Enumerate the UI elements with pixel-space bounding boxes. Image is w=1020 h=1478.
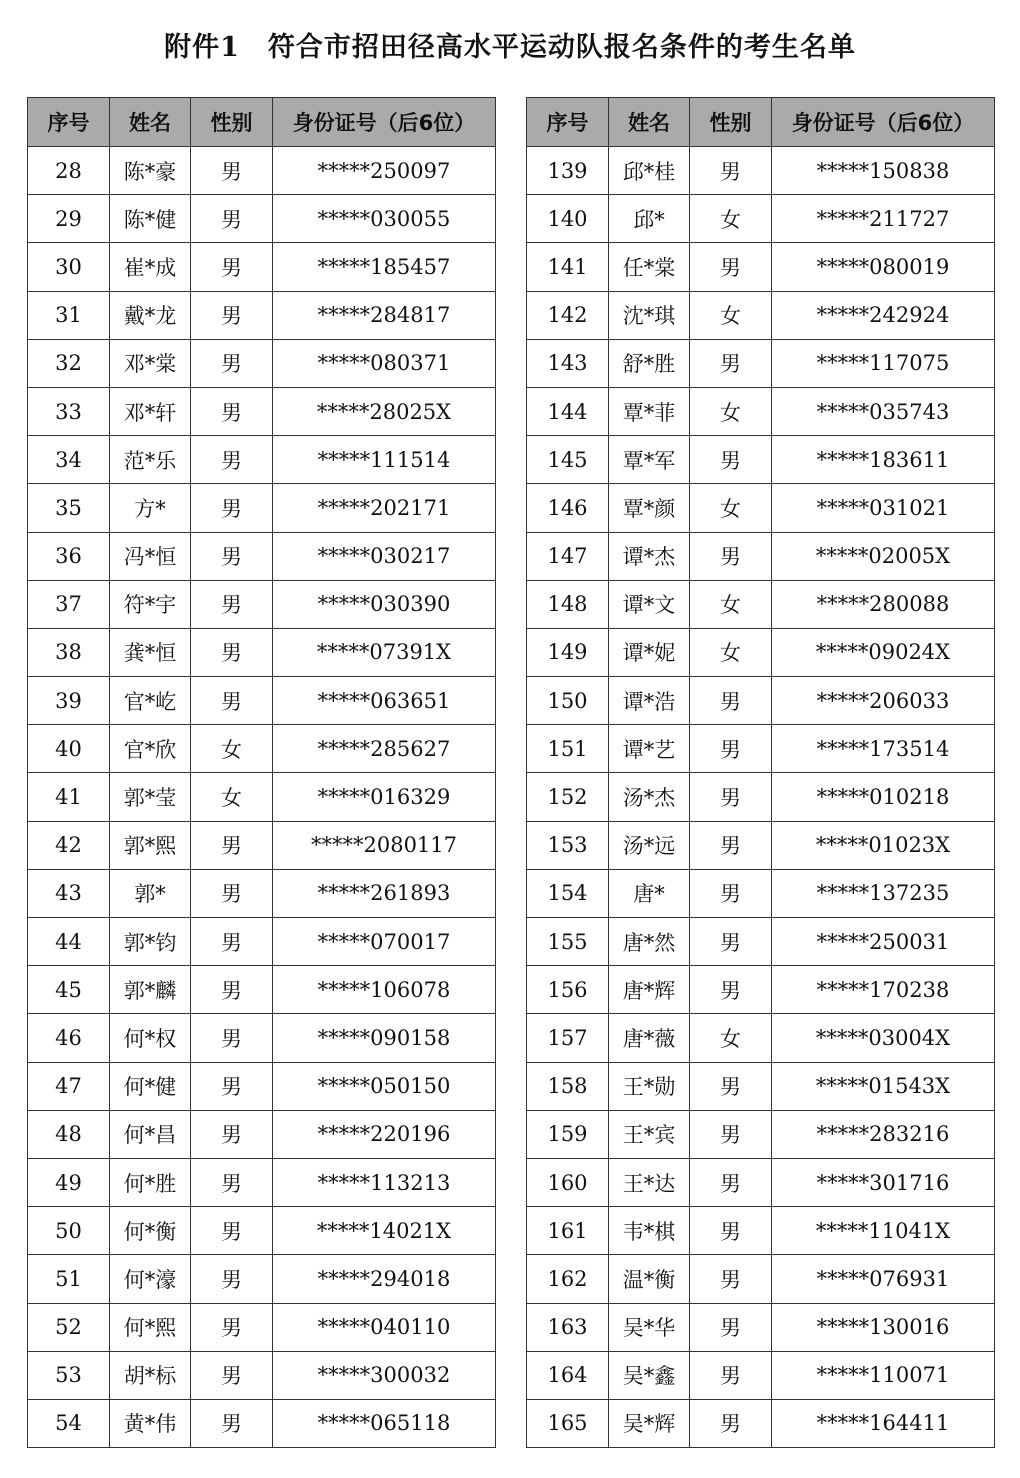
row-number: 52: [28, 1303, 110, 1351]
candidate-id-suffix: *****111514: [273, 436, 496, 484]
candidate-id-suffix: *****173514: [772, 725, 995, 773]
candidate-name: 龚*恒: [110, 628, 191, 676]
candidate-id-suffix: *****220196: [273, 1110, 496, 1158]
table-row: [527, 532, 995, 580]
candidate-gender: 女: [690, 291, 772, 339]
candidate-name: 何*权: [110, 1014, 191, 1062]
candidate-name: 谭*杰: [609, 532, 690, 580]
candidate-name: 何*熙: [110, 1303, 191, 1351]
column-header-id: 身份证号（后6位）: [772, 98, 995, 147]
table-row: [28, 677, 496, 725]
table-row: [527, 339, 995, 387]
candidate-id-suffix: *****110071: [772, 1351, 995, 1399]
row-number: 152: [527, 773, 609, 821]
candidate-name: 符*宇: [110, 580, 191, 628]
candidate-gender: 男: [191, 1158, 273, 1206]
candidate-id-suffix: *****137235: [772, 869, 995, 917]
candidate-name: 覃*军: [609, 436, 690, 484]
table-row: [28, 195, 496, 243]
candidate-name: 陈*豪: [110, 147, 191, 195]
candidate-gender: 男: [191, 532, 273, 580]
row-number: 39: [28, 677, 110, 725]
table-row: [527, 773, 995, 821]
candidate-gender: 男: [690, 436, 772, 484]
row-number: 142: [527, 291, 609, 339]
candidate-id-suffix: *****150838: [772, 147, 995, 195]
table-row: [527, 291, 995, 339]
row-number: 42: [28, 821, 110, 869]
candidate-name: 谭*艺: [609, 725, 690, 773]
table-row: [527, 725, 995, 773]
page-title: 附件1 符合市招田径高水平运动队报名条件的考生名单: [164, 32, 856, 63]
candidate-id-suffix: *****07391X: [273, 628, 496, 676]
candidate-name: 邱*桂: [609, 147, 690, 195]
row-number: 144: [527, 387, 609, 435]
candidate-gender: 男: [690, 821, 772, 869]
candidate-gender: 男: [690, 339, 772, 387]
candidate-name: 郭*莹: [110, 773, 191, 821]
candidate-name: 何*衡: [110, 1207, 191, 1255]
candidate-id-suffix: *****030390: [273, 580, 496, 628]
candidate-table-left: [27, 97, 496, 1448]
row-number: 51: [28, 1255, 110, 1303]
candidate-id-suffix: *****261893: [273, 869, 496, 917]
row-number: 141: [527, 243, 609, 291]
table-row: [28, 532, 496, 580]
candidate-gender: 男: [690, 677, 772, 725]
table-row: [527, 869, 995, 917]
table-row: [28, 1351, 496, 1399]
candidate-id-suffix: *****202171: [273, 484, 496, 532]
row-number: 146: [527, 484, 609, 532]
table-row: [28, 339, 496, 387]
row-number: 147: [527, 532, 609, 580]
candidate-name: 谭*浩: [609, 677, 690, 725]
table-row: [527, 1399, 995, 1447]
candidate-gender: 男: [191, 1351, 273, 1399]
candidate-gender: 男: [191, 1399, 273, 1447]
candidate-id-suffix: *****016329: [273, 773, 496, 821]
row-number: 163: [527, 1303, 609, 1351]
candidate-id-suffix: *****030055: [273, 195, 496, 243]
candidate-name: 覃*颜: [609, 484, 690, 532]
candidate-name: 郭*钧: [110, 918, 191, 966]
row-number: 37: [28, 580, 110, 628]
candidate-id-suffix: *****250031: [772, 918, 995, 966]
column-header-name: 姓名: [609, 98, 690, 147]
row-number: 143: [527, 339, 609, 387]
candidate-gender: 男: [690, 869, 772, 917]
candidate-name: 官*屹: [110, 677, 191, 725]
candidate-id-suffix: *****01023X: [772, 821, 995, 869]
table-row: [28, 484, 496, 532]
table-row: [28, 1158, 496, 1206]
candidate-id-suffix: *****283216: [772, 1110, 995, 1158]
candidate-gender: 男: [690, 1158, 772, 1206]
candidate-id-suffix: *****09024X: [772, 628, 995, 676]
table-row: [28, 821, 496, 869]
table-row: [527, 1062, 995, 1110]
table-row: [28, 291, 496, 339]
table-row: [527, 436, 995, 484]
candidate-gender: 男: [690, 1207, 772, 1255]
candidate-id-suffix: *****284817: [273, 291, 496, 339]
candidate-id-suffix: *****113213: [273, 1158, 496, 1206]
column-header-gender: 性别: [191, 98, 273, 147]
candidate-id-suffix: *****02005X: [772, 532, 995, 580]
candidate-gender: 男: [690, 1110, 772, 1158]
row-number: 34: [28, 436, 110, 484]
candidate-name: 王*达: [609, 1158, 690, 1206]
candidate-gender: 男: [191, 966, 273, 1014]
candidate-name: 王*宾: [609, 1110, 690, 1158]
candidate-name: 何*濠: [110, 1255, 191, 1303]
candidate-gender: 男: [191, 821, 273, 869]
candidate-id-suffix: *****063651: [273, 677, 496, 725]
candidate-gender: 女: [690, 195, 772, 243]
row-number: 30: [28, 243, 110, 291]
column-header-gender: 性别: [690, 98, 772, 147]
row-number: 140: [527, 195, 609, 243]
candidate-gender: 男: [191, 147, 273, 195]
row-number: 148: [527, 580, 609, 628]
table-row: [28, 628, 496, 676]
row-number: 33: [28, 387, 110, 435]
candidate-gender: 男: [191, 580, 273, 628]
table-row: [28, 243, 496, 291]
table-row: [28, 1255, 496, 1303]
candidate-name: 唐*薇: [609, 1014, 690, 1062]
candidate-id-suffix: *****035743: [772, 387, 995, 435]
row-number: 149: [527, 628, 609, 676]
candidate-gender: 女: [690, 387, 772, 435]
candidate-name: 郭*麟: [110, 966, 191, 1014]
candidate-gender: 男: [690, 773, 772, 821]
row-number: 162: [527, 1255, 609, 1303]
row-number: 41: [28, 773, 110, 821]
candidate-gender: 男: [690, 1303, 772, 1351]
row-number: 49: [28, 1158, 110, 1206]
column-header-id: 身份证号（后6位）: [273, 98, 496, 147]
candidate-name: 郭*: [110, 869, 191, 917]
table-row: [28, 918, 496, 966]
candidate-name: 崔*成: [110, 243, 191, 291]
candidate-gender: 女: [690, 1014, 772, 1062]
candidate-gender: 男: [690, 1399, 772, 1447]
table-row: [28, 147, 496, 195]
candidate-id-suffix: *****301716: [772, 1158, 995, 1206]
table-row: [527, 966, 995, 1014]
candidate-gender: 男: [191, 1110, 273, 1158]
candidate-name: 舒*胜: [609, 339, 690, 387]
candidate-name: 何*胜: [110, 1158, 191, 1206]
row-number: 164: [527, 1351, 609, 1399]
table-row: [28, 387, 496, 435]
candidate-gender: 男: [191, 387, 273, 435]
table-row: [527, 147, 995, 195]
candidate-gender: 男: [191, 243, 273, 291]
table-body-right: [527, 147, 995, 1448]
table-row: [28, 580, 496, 628]
row-number: 36: [28, 532, 110, 580]
table-row: [28, 725, 496, 773]
candidate-gender: 男: [191, 1255, 273, 1303]
table-body-left: [28, 147, 496, 1448]
candidate-name: 郭*熙: [110, 821, 191, 869]
row-number: 139: [527, 147, 609, 195]
table-row: [527, 1158, 995, 1206]
table-row: [527, 484, 995, 532]
candidate-name: 何*昌: [110, 1110, 191, 1158]
candidate-gender: 男: [690, 147, 772, 195]
table-header-row: [527, 98, 995, 147]
table-row: [28, 1303, 496, 1351]
candidate-name: 吴*华: [609, 1303, 690, 1351]
candidate-id-suffix: *****14021X: [273, 1207, 496, 1255]
table-row: [28, 1399, 496, 1447]
table-row: [28, 1207, 496, 1255]
candidate-name: 方*: [110, 484, 191, 532]
column-header-number: 序号: [28, 98, 110, 147]
candidate-name: 韦*棋: [609, 1207, 690, 1255]
table-row: [28, 1062, 496, 1110]
candidate-gender: 男: [690, 1351, 772, 1399]
candidate-gender: 男: [191, 918, 273, 966]
candidate-name: 覃*菲: [609, 387, 690, 435]
candidate-id-suffix: *****076931: [772, 1255, 995, 1303]
row-number: 158: [527, 1062, 609, 1110]
candidate-table-right: [526, 97, 995, 1448]
row-number: 29: [28, 195, 110, 243]
candidate-gender: 男: [191, 1062, 273, 1110]
candidate-id-suffix: *****030217: [273, 532, 496, 580]
candidate-name: 戴*龙: [110, 291, 191, 339]
column-header-number: 序号: [527, 98, 609, 147]
candidate-id-suffix: *****183611: [772, 436, 995, 484]
candidate-name: 王*勋: [609, 1062, 690, 1110]
candidate-name: 邓*棠: [110, 339, 191, 387]
candidate-gender: 男: [690, 966, 772, 1014]
candidate-gender: 女: [191, 725, 273, 773]
candidate-id-suffix: *****206033: [772, 677, 995, 725]
candidate-id-suffix: *****164411: [772, 1399, 995, 1447]
row-number: 46: [28, 1014, 110, 1062]
table-row: [527, 821, 995, 869]
table-row: [527, 677, 995, 725]
row-number: 157: [527, 1014, 609, 1062]
candidate-id-suffix: *****280088: [772, 580, 995, 628]
candidate-name: 任*棠: [609, 243, 690, 291]
row-number: 156: [527, 966, 609, 1014]
candidate-gender: 女: [690, 580, 772, 628]
candidate-gender: 男: [690, 1255, 772, 1303]
candidate-gender: 女: [191, 773, 273, 821]
row-number: 48: [28, 1110, 110, 1158]
candidate-id-suffix: *****080019: [772, 243, 995, 291]
row-number: 165: [527, 1399, 609, 1447]
candidate-id-suffix: *****117075: [772, 339, 995, 387]
table-header-row: [28, 98, 496, 147]
candidate-id-suffix: *****01543X: [772, 1062, 995, 1110]
candidate-name: 吴*辉: [609, 1399, 690, 1447]
row-number: 153: [527, 821, 609, 869]
candidate-id-suffix: *****130016: [772, 1303, 995, 1351]
table-row: [28, 1110, 496, 1158]
candidate-gender: 男: [191, 1014, 273, 1062]
row-number: 44: [28, 918, 110, 966]
candidate-id-suffix: *****250097: [273, 147, 496, 195]
candidate-id-suffix: *****11041X: [772, 1207, 995, 1255]
candidate-name: 谭*妮: [609, 628, 690, 676]
candidate-id-suffix: *****300032: [273, 1351, 496, 1399]
row-number: 54: [28, 1399, 110, 1447]
row-number: 45: [28, 966, 110, 1014]
candidate-id-suffix: *****050150: [273, 1062, 496, 1110]
candidate-name: 唐*然: [609, 918, 690, 966]
table-row: [527, 1014, 995, 1062]
candidate-gender: 女: [690, 484, 772, 532]
candidate-name: 汤*远: [609, 821, 690, 869]
candidate-id-suffix: *****090158: [273, 1014, 496, 1062]
candidate-gender: 男: [690, 725, 772, 773]
table-row: [527, 243, 995, 291]
candidate-gender: 男: [191, 677, 273, 725]
candidate-gender: 男: [191, 436, 273, 484]
candidate-gender: 男: [690, 532, 772, 580]
table-row: [28, 966, 496, 1014]
row-number: 160: [527, 1158, 609, 1206]
column-header-name: 姓名: [110, 98, 191, 147]
candidate-gender: 男: [191, 339, 273, 387]
candidate-name: 胡*标: [110, 1351, 191, 1399]
row-number: 53: [28, 1351, 110, 1399]
candidate-id-suffix: *****2080117: [273, 821, 496, 869]
row-number: 43: [28, 869, 110, 917]
candidate-id-suffix: *****070017: [273, 918, 496, 966]
candidate-name: 唐*: [609, 869, 690, 917]
candidate-name: 汤*杰: [609, 773, 690, 821]
candidate-id-suffix: *****065118: [273, 1399, 496, 1447]
row-number: 161: [527, 1207, 609, 1255]
row-number: 154: [527, 869, 609, 917]
table-row: [527, 1255, 995, 1303]
candidate-gender: 男: [690, 918, 772, 966]
candidate-gender: 男: [191, 1303, 273, 1351]
table-row: [527, 1303, 995, 1351]
table-row: [527, 580, 995, 628]
candidate-gender: 男: [191, 291, 273, 339]
candidate-id-suffix: *****170238: [772, 966, 995, 1014]
candidate-gender: 男: [690, 1062, 772, 1110]
table-row: [28, 1014, 496, 1062]
candidate-name: 沈*琪: [609, 291, 690, 339]
candidate-id-suffix: *****080371: [273, 339, 496, 387]
table-row: [28, 773, 496, 821]
candidate-id-suffix: *****03004X: [772, 1014, 995, 1062]
candidate-id-suffix: *****010218: [772, 773, 995, 821]
candidate-name: 何*健: [110, 1062, 191, 1110]
candidate-id-suffix: *****211727: [772, 195, 995, 243]
candidate-name: 温*衡: [609, 1255, 690, 1303]
candidate-name: 范*乐: [110, 436, 191, 484]
candidate-gender: 女: [690, 628, 772, 676]
table-row: [28, 869, 496, 917]
candidate-id-suffix: *****285627: [273, 725, 496, 773]
candidate-gender: 男: [191, 628, 273, 676]
table-row: [527, 387, 995, 435]
candidate-name: 陈*健: [110, 195, 191, 243]
candidate-name: 官*欣: [110, 725, 191, 773]
candidate-id-suffix: *****040110: [273, 1303, 496, 1351]
table-row: [527, 918, 995, 966]
table-row: [527, 1110, 995, 1158]
candidate-gender: 男: [191, 869, 273, 917]
row-number: 47: [28, 1062, 110, 1110]
candidate-id-suffix: *****106078: [273, 966, 496, 1014]
candidate-name: 冯*恒: [110, 532, 191, 580]
row-number: 155: [527, 918, 609, 966]
table-row: [527, 1207, 995, 1255]
candidate-id-suffix: *****185457: [273, 243, 496, 291]
candidate-name: 黄*伟: [110, 1399, 191, 1447]
candidate-id-suffix: *****28025X: [273, 387, 496, 435]
row-number: 50: [28, 1207, 110, 1255]
row-number: 35: [28, 484, 110, 532]
candidate-id-suffix: *****031021: [772, 484, 995, 532]
row-number: 32: [28, 339, 110, 387]
candidate-gender: 男: [690, 243, 772, 291]
candidate-gender: 男: [191, 1207, 273, 1255]
row-number: 151: [527, 725, 609, 773]
candidate-name: 邓*轩: [110, 387, 191, 435]
row-number: 28: [28, 147, 110, 195]
table-row: [527, 628, 995, 676]
row-number: 145: [527, 436, 609, 484]
candidate-name: 谭*文: [609, 580, 690, 628]
row-number: 159: [527, 1110, 609, 1158]
row-number: 38: [28, 628, 110, 676]
candidate-name: 邱*: [609, 195, 690, 243]
candidate-name: 吴*鑫: [609, 1351, 690, 1399]
candidate-name: 唐*辉: [609, 966, 690, 1014]
candidate-gender: 男: [191, 195, 273, 243]
row-number: 150: [527, 677, 609, 725]
table-row: [527, 1351, 995, 1399]
candidate-gender: 男: [191, 484, 273, 532]
candidate-id-suffix: *****242924: [772, 291, 995, 339]
candidate-id-suffix: *****294018: [273, 1255, 496, 1303]
table-row: [527, 195, 995, 243]
table-row: [28, 436, 496, 484]
row-number: 40: [28, 725, 110, 773]
row-number: 31: [28, 291, 110, 339]
